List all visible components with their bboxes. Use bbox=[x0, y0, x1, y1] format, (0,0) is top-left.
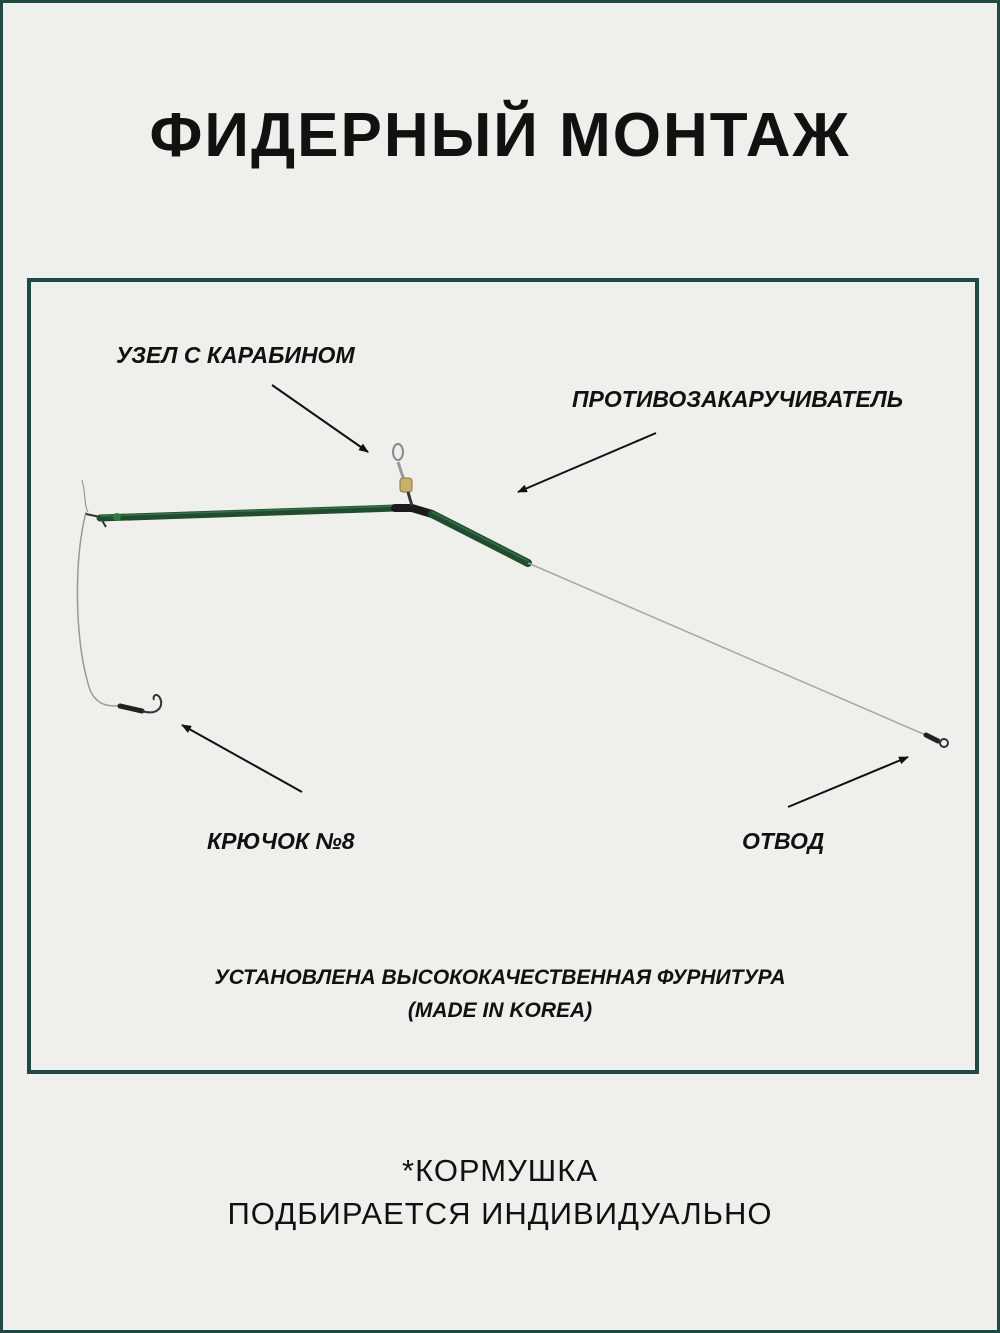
leader-tag-end bbox=[82, 480, 88, 512]
arrow-anti-tangle bbox=[518, 433, 656, 492]
hook bbox=[120, 695, 161, 712]
lead-line bbox=[528, 563, 928, 736]
arrow-swivel bbox=[272, 385, 368, 452]
hardware-note: УСТАНОВЛЕНА ВЫСОКОКАЧЕСТВЕННАЯ ФУРНИТУРА bbox=[214, 966, 786, 989]
hook-leader-line bbox=[77, 512, 122, 706]
swivel-snap bbox=[393, 444, 412, 506]
anti-tangle-tube bbox=[100, 506, 528, 563]
label-lead: ОТВОД bbox=[742, 828, 825, 854]
label-anti-tangle: ПРОТИВОЗАКАРУЧИВАТЕЛЬ bbox=[572, 386, 904, 412]
label-hook: КРЮЧОК №8 bbox=[207, 828, 355, 854]
label-swivel-knot: УЗЕЛ С КАРАБИНОМ bbox=[116, 342, 355, 368]
footer-individual: ПОДБИРАЕТСЯ ИНДИВИДУАЛЬНО bbox=[227, 1196, 773, 1231]
lead-ring bbox=[926, 735, 948, 747]
made-in-note: (MADE IN KOREA) bbox=[407, 999, 593, 1022]
arrow-lead bbox=[788, 757, 908, 807]
footer-feeder: *КОРМУШКА bbox=[402, 1153, 598, 1188]
page-title: ФИДЕРНЫЙ МОНТАЖ bbox=[149, 101, 851, 170]
arrow-hook bbox=[182, 725, 302, 792]
